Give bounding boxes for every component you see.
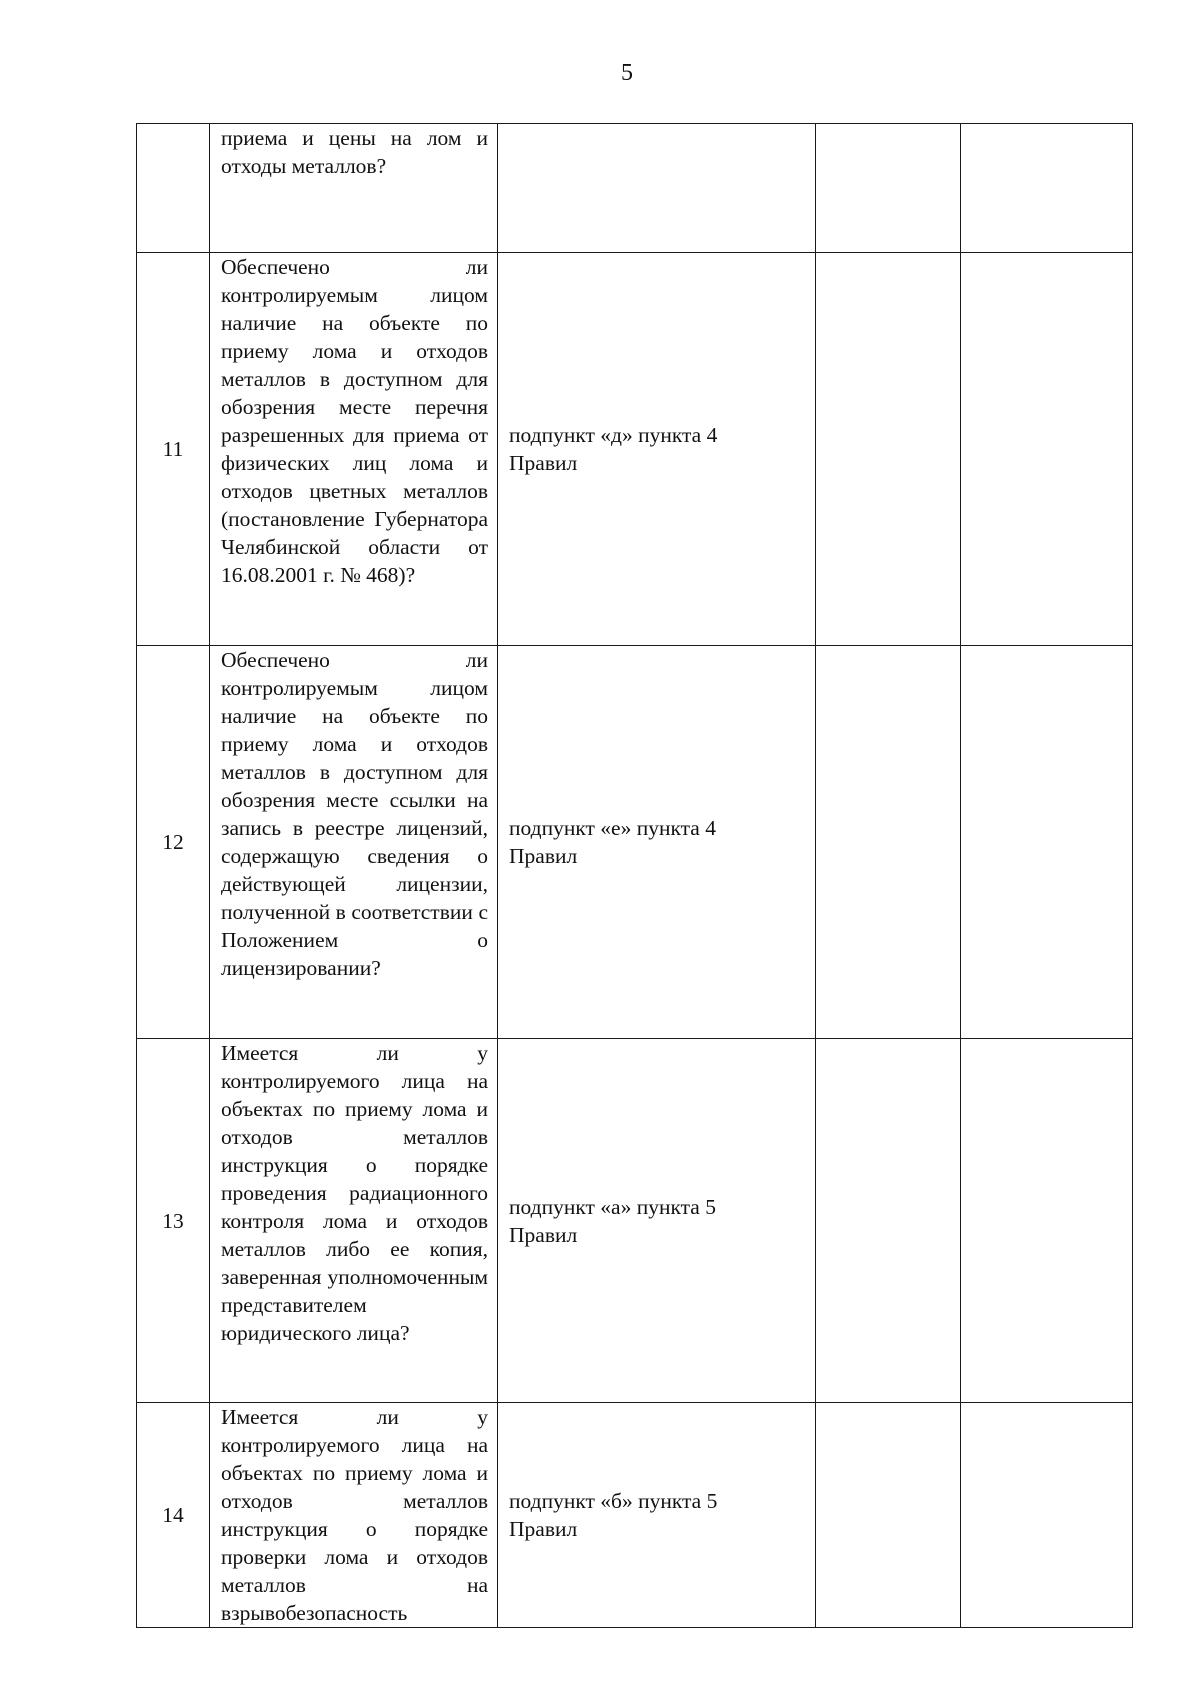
page-number: 5 <box>621 60 633 86</box>
note-cell <box>961 1039 1133 1403</box>
row-number: 12 <box>137 646 210 1039</box>
question-text: Имеется ли у контролируемого лица на объектах по приему лома и отходов металлов инструкция о порядке проверки лома и отходов металлов на взрывобезопасность <box>221 1405 488 1625</box>
note-cell <box>961 124 1133 253</box>
question-text: Обеспечено ли контролируемым лицом наличие на объекте по приему лома и отходов металлов в доступном для обозрения месте перечня разрешенных для приема от физических лиц лома и отходов цветных металлов (постановление Губернатора Челябинской области от 16.08.2001 г. № 468)? <box>221 255 488 587</box>
reference-line: Правил <box>509 844 578 868</box>
note-cell <box>961 253 1133 646</box>
answer-cell <box>816 124 961 253</box>
reference-line: подпункт «д» пункта 4 <box>509 423 718 447</box>
reference-line: подпункт «е» пункта 4 <box>509 816 716 840</box>
table-row <box>137 646 1133 1039</box>
table-row <box>137 1039 1133 1403</box>
question-text: Имеется ли у контролируемого лица на объектах по приему лома и отходов металлов инструкция о порядке проведения радиационного контроля лома и отходов металлов либо ее копия, заверенная уполномоченным представителем юридического лица? <box>221 1041 488 1345</box>
question-text: Обеспечено ли контролируемым лицом наличие на объекте по приему лома и отходов металлов в доступном для обозрения месте ссылки на запись в реестре лицензий, содержащую сведения о действующей лицензии, полученной в соответствии с Положением о лицензировании? <box>221 648 488 980</box>
requirement-question <box>210 253 498 646</box>
row-number <box>137 124 210 253</box>
row-number: 14 <box>137 1403 210 1628</box>
requirement-question <box>210 646 498 1039</box>
checklist-table <box>136 123 1133 1628</box>
note-cell <box>961 1403 1133 1628</box>
answer-cell <box>816 253 961 646</box>
question-text: приема и цены на лом и отходы металлов? <box>221 126 488 178</box>
legal-reference <box>498 646 816 1039</box>
answer-cell <box>816 646 961 1039</box>
requirement-question <box>210 1039 498 1403</box>
table-row <box>137 253 1133 646</box>
requirement-question <box>210 124 498 253</box>
table-row <box>137 124 1133 253</box>
reference-line: Правил <box>509 1517 578 1541</box>
row-number: 11 <box>137 253 210 646</box>
reference-line: подпункт «а» пункта 5 <box>509 1194 716 1219</box>
legal-reference <box>498 124 816 253</box>
answer-cell <box>816 1039 961 1403</box>
legal-reference <box>498 253 816 646</box>
answer-cell <box>816 1403 961 1628</box>
row-number: 13 <box>137 1039 210 1403</box>
note-cell <box>961 646 1133 1039</box>
reference-line: Правил <box>509 1222 578 1247</box>
table-row <box>137 1403 1133 1628</box>
reference-line: подпункт «б» пункта 5 <box>509 1489 718 1513</box>
legal-reference <box>498 1403 816 1628</box>
requirement-question <box>210 1403 498 1628</box>
legal-reference <box>498 1039 816 1403</box>
reference-line: Правил <box>509 451 578 475</box>
